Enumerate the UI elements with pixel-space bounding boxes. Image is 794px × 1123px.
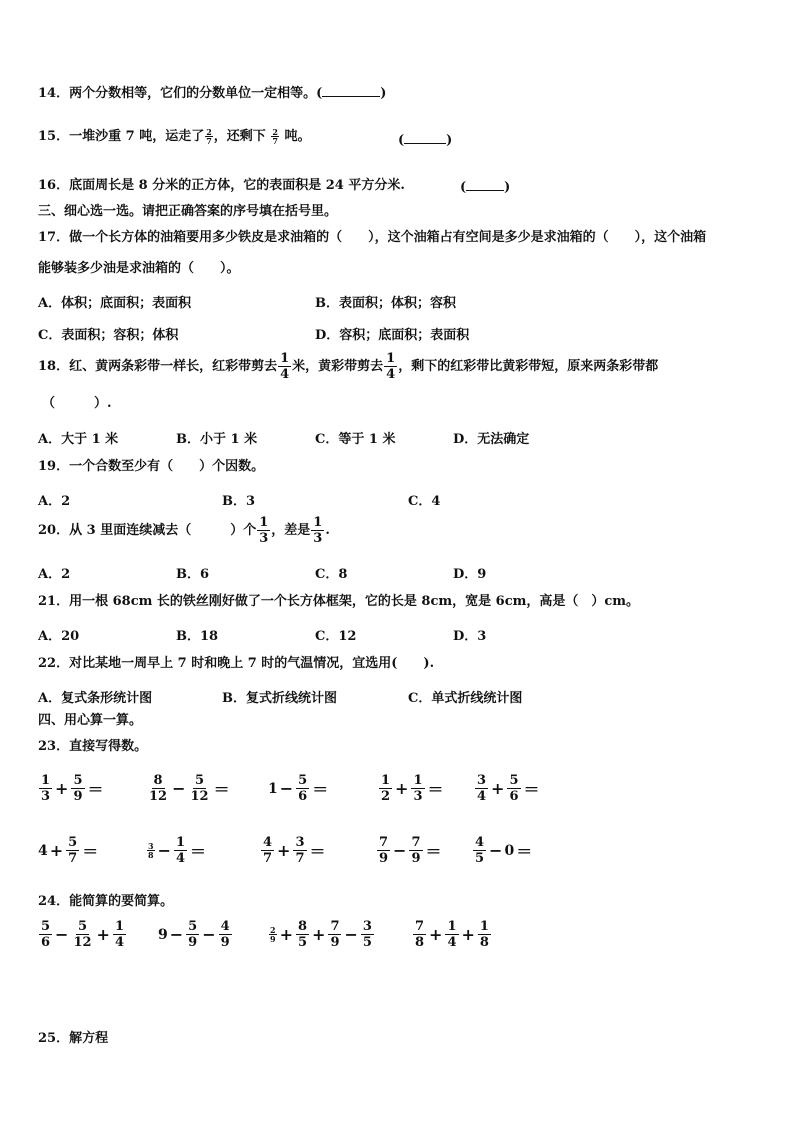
fraction: $\frac{1}{4}$ — [386, 351, 396, 382]
question-18-line-2: （ ）. — [42, 396, 112, 411]
question-23-title: 23．直接写得数。 — [38, 739, 148, 754]
fraction: $\frac{2}{7}$ — [206, 127, 212, 146]
calc-item: $\frac{3}{8}$ − $\frac{1}{4}$ ＝ — [148, 835, 207, 866]
question-17-line-2: 能够装多少油是求油箱的（ ）。 — [38, 261, 240, 276]
option-c[interactable]: C．4 — [408, 494, 441, 509]
question-15: 15．一堆沙重 7 吨，运走了 $\frac{2}{7}$ ，还剩下 $\frac{2}{7}$ 吨。 — [38, 127, 311, 146]
option-a[interactable]: A．复式条形统计图 — [38, 691, 153, 706]
question-20: 20．从 3 里面连续减去（ ）个 $\frac{1}{3}$ ，差是 $\frac{1}{3}$ . — [38, 515, 330, 546]
option-a[interactable]: A．2 — [38, 567, 71, 582]
option-a[interactable]: A．体积；底面积；表面积 — [38, 296, 192, 311]
fraction: $\frac{2}{7}$ — [272, 127, 278, 146]
option-b[interactable]: B．3 — [222, 494, 256, 509]
option-b[interactable]: B．18 — [176, 629, 219, 644]
question-16-blank: ( ) — [460, 180, 511, 195]
calc-item: $\frac{4}{5}$ − 0 ＝ — [475, 835, 533, 866]
option-c[interactable]: C．8 — [315, 567, 348, 582]
option-a[interactable]: A．大于 1 米 — [38, 432, 119, 447]
question-14: 14．两个分数相等，它们的分数单位一定相等。( ) — [38, 86, 387, 101]
calc-item: $\frac{8}{12}$ − $\frac{5}{12}$ ＝ — [149, 773, 230, 804]
fraction: $\frac{1}{3}$ — [313, 515, 323, 546]
calc-item: 4 + $\frac{5}{7}$ ＝ — [38, 835, 99, 866]
option-d[interactable]: D．9 — [453, 567, 487, 582]
calc-item: 1 − $\frac{5}{6}$ ＝ — [268, 773, 329, 804]
section-4-heading: 四、用心算一算。 — [38, 713, 143, 728]
answer-blank[interactable] — [466, 178, 504, 191]
calc-item: $\frac{1}{2}$ + $\frac{1}{3}$ ＝ — [381, 773, 444, 804]
option-b[interactable]: B．复式折线统计图 — [222, 691, 337, 706]
calc-item: $\frac{4}{7}$ + $\frac{3}{7}$ ＝ — [263, 835, 326, 866]
question-15-blank: ( ) — [398, 133, 453, 148]
calc-item: $\frac{3}{4}$ + $\frac{5}{6}$ ＝ — [477, 773, 540, 804]
option-d[interactable]: D．3 — [453, 629, 487, 644]
option-c[interactable]: C．12 — [315, 629, 357, 644]
option-c[interactable]: C．单式折线统计图 — [408, 691, 523, 706]
calc-item: $\frac{1}{3}$ + $\frac{5}{9}$ ＝ — [41, 773, 104, 804]
option-c[interactable]: C．表面积；容积；体积 — [38, 328, 179, 343]
section-3-heading: 三、细心选一选。请把正确答案的序号填在括号里。 — [38, 204, 338, 219]
answer-blank[interactable] — [322, 84, 380, 97]
option-d[interactable]: D．无法确定 — [453, 432, 530, 447]
simplify-item: $\frac{7}{8}$ + $\frac{1}{4}$ + $\frac{1}{8}$ — [415, 919, 489, 950]
question-19: 19．一个合数至少有（ ）个因数。 — [38, 459, 265, 474]
option-a[interactable]: A．2 — [38, 494, 71, 509]
question-17-line-1: 17．做一个长方体的油箱要用多少铁皮是求油箱的（ ），这个油箱占有空间是多少是求油箱的（ ），这个油箱 — [38, 230, 707, 245]
fraction: $\frac{1}{3}$ — [259, 515, 269, 546]
question-18: 18．红、黄两条彩带一样长，红彩带剪去 $\frac{1}{4}$ 米，黄彩带剪去 $\frac{1}{4}$ ，剩下的红彩带比黄彩带短，原来两条彩带都 — [38, 351, 659, 382]
fraction: $\frac{1}{4}$ — [280, 351, 290, 382]
question-16: 16．底面周长是 8 分米的正方体，它的表面积是 24 平方分米. — [38, 178, 405, 193]
answer-blank[interactable] — [404, 131, 446, 144]
simplify-item: $\frac{2}{9}$ + $\frac{8}{5}$ + $\frac{7}{9}$ − $\frac{3}{5}$ — [270, 919, 372, 950]
option-b[interactable]: B．表面积；体积；容积 — [315, 296, 456, 311]
simplify-item: $\frac{5}{6}$ − $\frac{5}{12}$ + $\frac{1}{4}$ — [41, 919, 124, 950]
option-a[interactable]: A．20 — [38, 629, 80, 644]
question-21: 21．用一根 68cm 长的铁丝刚好做了一个长方体框架，它的长是 8cm，宽是 6cm，高是（ ）cm。 — [38, 594, 640, 609]
option-b[interactable]: B．小于 1 米 — [176, 432, 258, 447]
calc-item: $\frac{7}{9}$ − $\frac{7}{9}$ ＝ — [379, 835, 442, 866]
option-b[interactable]: B．6 — [176, 567, 210, 582]
question-22: 22．对比某地一周早上 7 时和晚上 7 时的气温情况，宜选用( ). — [38, 656, 435, 671]
option-c[interactable]: C．等于 1 米 — [315, 432, 396, 447]
question-24-title: 24．能简算的要简算。 — [38, 894, 174, 909]
question-25-title: 25．解方程 — [38, 1031, 109, 1046]
option-d[interactable]: D．容积；底面积；表面积 — [315, 328, 470, 343]
simplify-item: 9 − $\frac{5}{9}$ − $\frac{4}{9}$ — [158, 919, 230, 950]
